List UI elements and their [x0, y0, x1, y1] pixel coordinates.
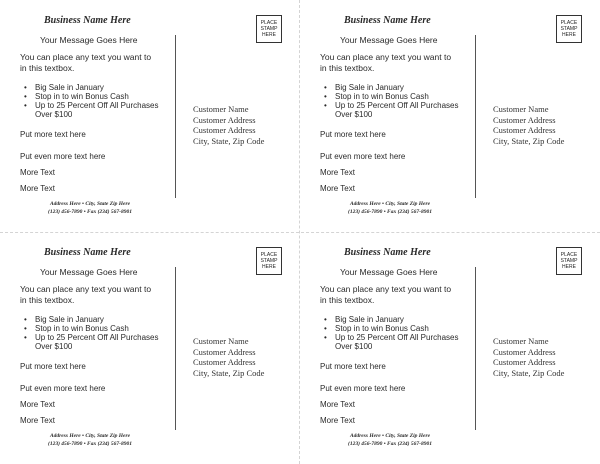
- text-line-4: More Text: [320, 416, 355, 425]
- bullet-item: • Big Sale in January: [324, 315, 464, 324]
- footer-address: Address Here • City, State Zip Here: [49, 433, 131, 439]
- bullet-item: • Up to 25 Percent Off All Purchases Over $100: [324, 333, 464, 351]
- message-title: Your Message Goes Here: [40, 35, 138, 45]
- customer-city-state-zip: City, State, Zip Code: [493, 367, 565, 378]
- text-line-4: More Text: [20, 416, 55, 425]
- customer-address-line-1: Customer Address: [493, 114, 556, 125]
- bullet-item: • Stop in to win Bonus Cash: [324, 92, 464, 101]
- bullet-item: • Big Sale in January: [24, 83, 164, 92]
- intro-text: You can place any text you want to in this textbox.: [320, 284, 452, 305]
- customer-city-state-zip: City, State, Zip Code: [493, 135, 565, 146]
- stamp-box: [256, 15, 282, 43]
- footer-contact: [20, 433, 160, 448]
- vertical-divider: [475, 267, 476, 430]
- text-line-1: Put more text here: [20, 130, 86, 139]
- stamp-box: [256, 247, 282, 275]
- bullet-item: • Stop in to win Bonus Cash: [324, 324, 464, 333]
- stamp-box: [556, 15, 582, 43]
- bullet-item: • Up to 25 Percent Off All Purchases Over $100: [24, 101, 164, 119]
- bullet-item: • Stop in to win Bonus Cash: [24, 324, 164, 333]
- customer-name: Customer Name: [193, 104, 249, 114]
- customer-address-line-1: Customer Address: [493, 346, 556, 357]
- business-name: Business Name Here: [44, 247, 131, 258]
- text-line-2: Put even more text here: [20, 384, 106, 393]
- message-title: Your Message Goes Here: [340, 35, 438, 45]
- message-title: Your Message Goes Here: [340, 267, 438, 277]
- customer-address-line-2: Customer Address: [193, 125, 256, 135]
- intro-text: You can place any text you want to in this textbox.: [20, 284, 152, 305]
- business-name: Business Name Here: [344, 247, 431, 258]
- text-line-3: More Text: [20, 400, 55, 409]
- intro-text: You can place any text you want to in this textbox.: [20, 52, 152, 73]
- footer-contact: [20, 201, 160, 216]
- stamp-label: PLACE STAMP HERE: [560, 20, 578, 38]
- customer-city-state-zip: City, State, Zip Code: [193, 367, 265, 378]
- footer-phone: (123) 456-7890 • Fax (234) 567-8901: [48, 440, 132, 447]
- text-line-3: More Text: [320, 168, 355, 177]
- footer-contact: [320, 433, 460, 448]
- bullet-list: [324, 83, 464, 119]
- stamp-box: [556, 247, 582, 275]
- message-title: Your Message Goes Here: [40, 267, 138, 277]
- customer-address-line-2: Customer Address: [493, 357, 556, 367]
- footer-contact: [320, 201, 460, 216]
- customer-name: Customer Name: [493, 336, 549, 346]
- bullet-item: • Stop in to win Bonus Cash: [24, 92, 164, 101]
- customer-name: Customer Name: [493, 104, 549, 114]
- business-name: Business Name Here: [44, 15, 131, 26]
- customer-name: Customer Name: [193, 336, 249, 346]
- vertical-divider: [175, 267, 176, 430]
- postcard-bottom-left: [0, 232, 300, 464]
- bullet-list: [324, 315, 464, 351]
- text-line-4: More Text: [20, 184, 55, 193]
- customer-city-state-zip: City, State, Zip Code: [193, 135, 265, 146]
- customer-address-block: [193, 336, 297, 378]
- footer-phone: (123) 456-7890 • Fax (234) 567-8901: [348, 208, 432, 215]
- text-line-3: More Text: [320, 400, 355, 409]
- text-line-1: Put more text here: [320, 130, 386, 139]
- vertical-divider: [175, 35, 176, 198]
- footer-address: Address Here • City, State Zip Here: [349, 201, 431, 207]
- business-name: Business Name Here: [344, 15, 431, 26]
- customer-address-line-2: Customer Address: [193, 357, 256, 367]
- customer-address-line-1: Customer Address: [193, 114, 256, 125]
- bullet-list: [24, 83, 164, 119]
- stamp-label: PLACE STAMP HERE: [260, 20, 278, 38]
- intro-text: You can place any text you want to in this textbox.: [320, 52, 452, 73]
- footer-address: Address Here • City, State Zip Here: [49, 201, 131, 207]
- text-line-2: Put even more text here: [320, 384, 406, 393]
- customer-address-block: [493, 336, 597, 378]
- customer-address-line-1: Customer Address: [193, 346, 256, 357]
- bullet-list: [24, 315, 164, 351]
- text-line-3: More Text: [20, 168, 55, 177]
- vertical-divider: [475, 35, 476, 198]
- bullet-item: • Big Sale in January: [324, 83, 464, 92]
- bullet-item: • Big Sale in January: [24, 315, 164, 324]
- bullet-item: • Up to 25 Percent Off All Purchases Over $100: [324, 101, 464, 119]
- stamp-label: PLACE STAMP HERE: [260, 252, 278, 270]
- customer-address-block: [193, 104, 297, 146]
- footer-phone: (123) 456-7890 • Fax (234) 567-8901: [348, 440, 432, 447]
- postcard-top-right: [300, 0, 600, 232]
- customer-address-line-2: Customer Address: [493, 125, 556, 135]
- text-line-1: Put more text here: [320, 362, 386, 371]
- footer-address: Address Here • City, State Zip Here: [349, 433, 431, 439]
- stamp-label: PLACE STAMP HERE: [560, 252, 578, 270]
- postcard-top-left: [0, 0, 300, 232]
- postcard-bottom-right: [300, 232, 600, 464]
- bullet-item: • Up to 25 Percent Off All Purchases Over $100: [24, 333, 164, 351]
- text-line-2: Put even more text here: [320, 152, 406, 161]
- text-line-4: More Text: [320, 184, 355, 193]
- text-line-1: Put more text here: [20, 362, 86, 371]
- customer-address-block: [493, 104, 597, 146]
- footer-phone: (123) 456-7890 • Fax (234) 567-8901: [48, 208, 132, 215]
- text-line-2: Put even more text here: [20, 152, 106, 161]
